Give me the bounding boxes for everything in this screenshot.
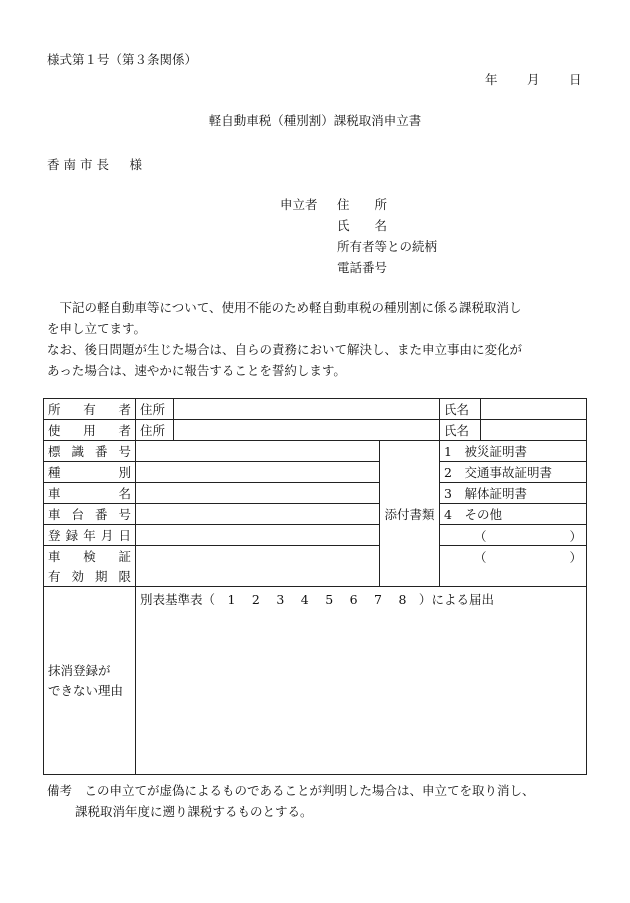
body-line-4: あった場合は、速やかに報告することを誓約します。 xyxy=(47,363,346,378)
attachment-blank xyxy=(440,566,587,587)
model-label: 車名 xyxy=(44,483,136,504)
owner-name-field[interactable] xyxy=(481,399,587,420)
addressee: 香南市長 様 xyxy=(47,157,147,172)
user-address-field[interactable] xyxy=(174,420,440,441)
date-month: 月 xyxy=(527,72,540,87)
owner-address-label: 住所 xyxy=(136,399,174,420)
paren-open-2: （ xyxy=(474,550,487,565)
remarks-line-1: 備考 この申立てが虚偽によるものであることが判明した場合は、申立てを取り消し、 xyxy=(47,783,535,798)
plate-label: 標識番号 xyxy=(44,441,136,462)
date-day: 日 xyxy=(569,72,582,87)
owner-address-field[interactable] xyxy=(174,399,440,420)
attachments-label: 添付書類 xyxy=(380,441,440,587)
paren-close-1: ） xyxy=(569,529,582,544)
inspection-label-2: 有効期限 xyxy=(44,566,136,587)
remarks-line-2: 課税取消年度に遡り課税するものとする。 xyxy=(75,804,313,819)
applicant-name-label: 氏 名 xyxy=(337,218,388,233)
body-line-1: 下記の軽自動車等について、使用不能のため軽自動車税の種別割に係る課税取消し xyxy=(47,300,522,315)
reason-label xyxy=(44,587,136,775)
reason-label-line-1: 抹消登録が xyxy=(48,662,111,678)
paren-open-1: （ xyxy=(474,529,487,544)
applicant-relation-label: 所有者等との続柄 xyxy=(337,239,438,254)
reason-field[interactable] xyxy=(136,587,587,775)
user-label: 使用者 xyxy=(44,420,136,441)
chassis-label: 車台番号 xyxy=(44,504,136,525)
attachment-item-2: 2 交通事故証明書 xyxy=(440,462,587,483)
user-name-field[interactable] xyxy=(481,420,587,441)
reason-text: 別表基準表（ 1 2 3 4 5 6 7 8 ）による届出 xyxy=(140,592,494,607)
type-label: 種別 xyxy=(44,462,136,483)
reg-date-label: 登録年月日 xyxy=(44,525,136,546)
applicant-phone-label: 電話番号 xyxy=(337,260,388,275)
applicant-address-label: 住 所 xyxy=(337,197,388,212)
body-line-2: を申し立てます。 xyxy=(47,321,147,336)
attachment-item-4: 4 その他 xyxy=(440,504,587,525)
form-number: 様式第１号（第３条関係） xyxy=(47,52,198,67)
paren-close-2: ） xyxy=(569,550,582,565)
date-year: 年 xyxy=(485,72,498,87)
attachment-item-3: 3 解体証明書 xyxy=(440,483,587,504)
user-name-label: 氏名 xyxy=(440,420,481,441)
user-address-label: 住所 xyxy=(136,420,174,441)
document-title: 軽自動車税（種別割）課税取消申立書 xyxy=(208,113,422,128)
owner-name-label: 氏名 xyxy=(440,399,481,420)
vehicle-form-table xyxy=(43,398,587,775)
attachment-item-1: 1 被災証明書 xyxy=(440,441,587,462)
chassis-field[interactable] xyxy=(136,504,380,525)
model-field[interactable] xyxy=(136,483,380,504)
other-paren-2[interactable] xyxy=(440,546,587,567)
inspection-label-1: 車検証 xyxy=(44,546,136,567)
owner-label: 所有者 xyxy=(44,399,136,420)
type-field[interactable] xyxy=(136,462,380,483)
inspection-field[interactable] xyxy=(136,546,380,587)
reg-date-field[interactable] xyxy=(136,525,380,546)
reason-label-line-2: できない理由 xyxy=(48,682,124,698)
plate-field[interactable] xyxy=(136,441,380,462)
other-paren-1[interactable] xyxy=(440,525,587,546)
applicant-label: 申立者 xyxy=(280,197,318,212)
body-line-3: なお、後日問題が生じた場合は、自らの責務において解決し、また申立事由に変化が xyxy=(47,342,523,357)
